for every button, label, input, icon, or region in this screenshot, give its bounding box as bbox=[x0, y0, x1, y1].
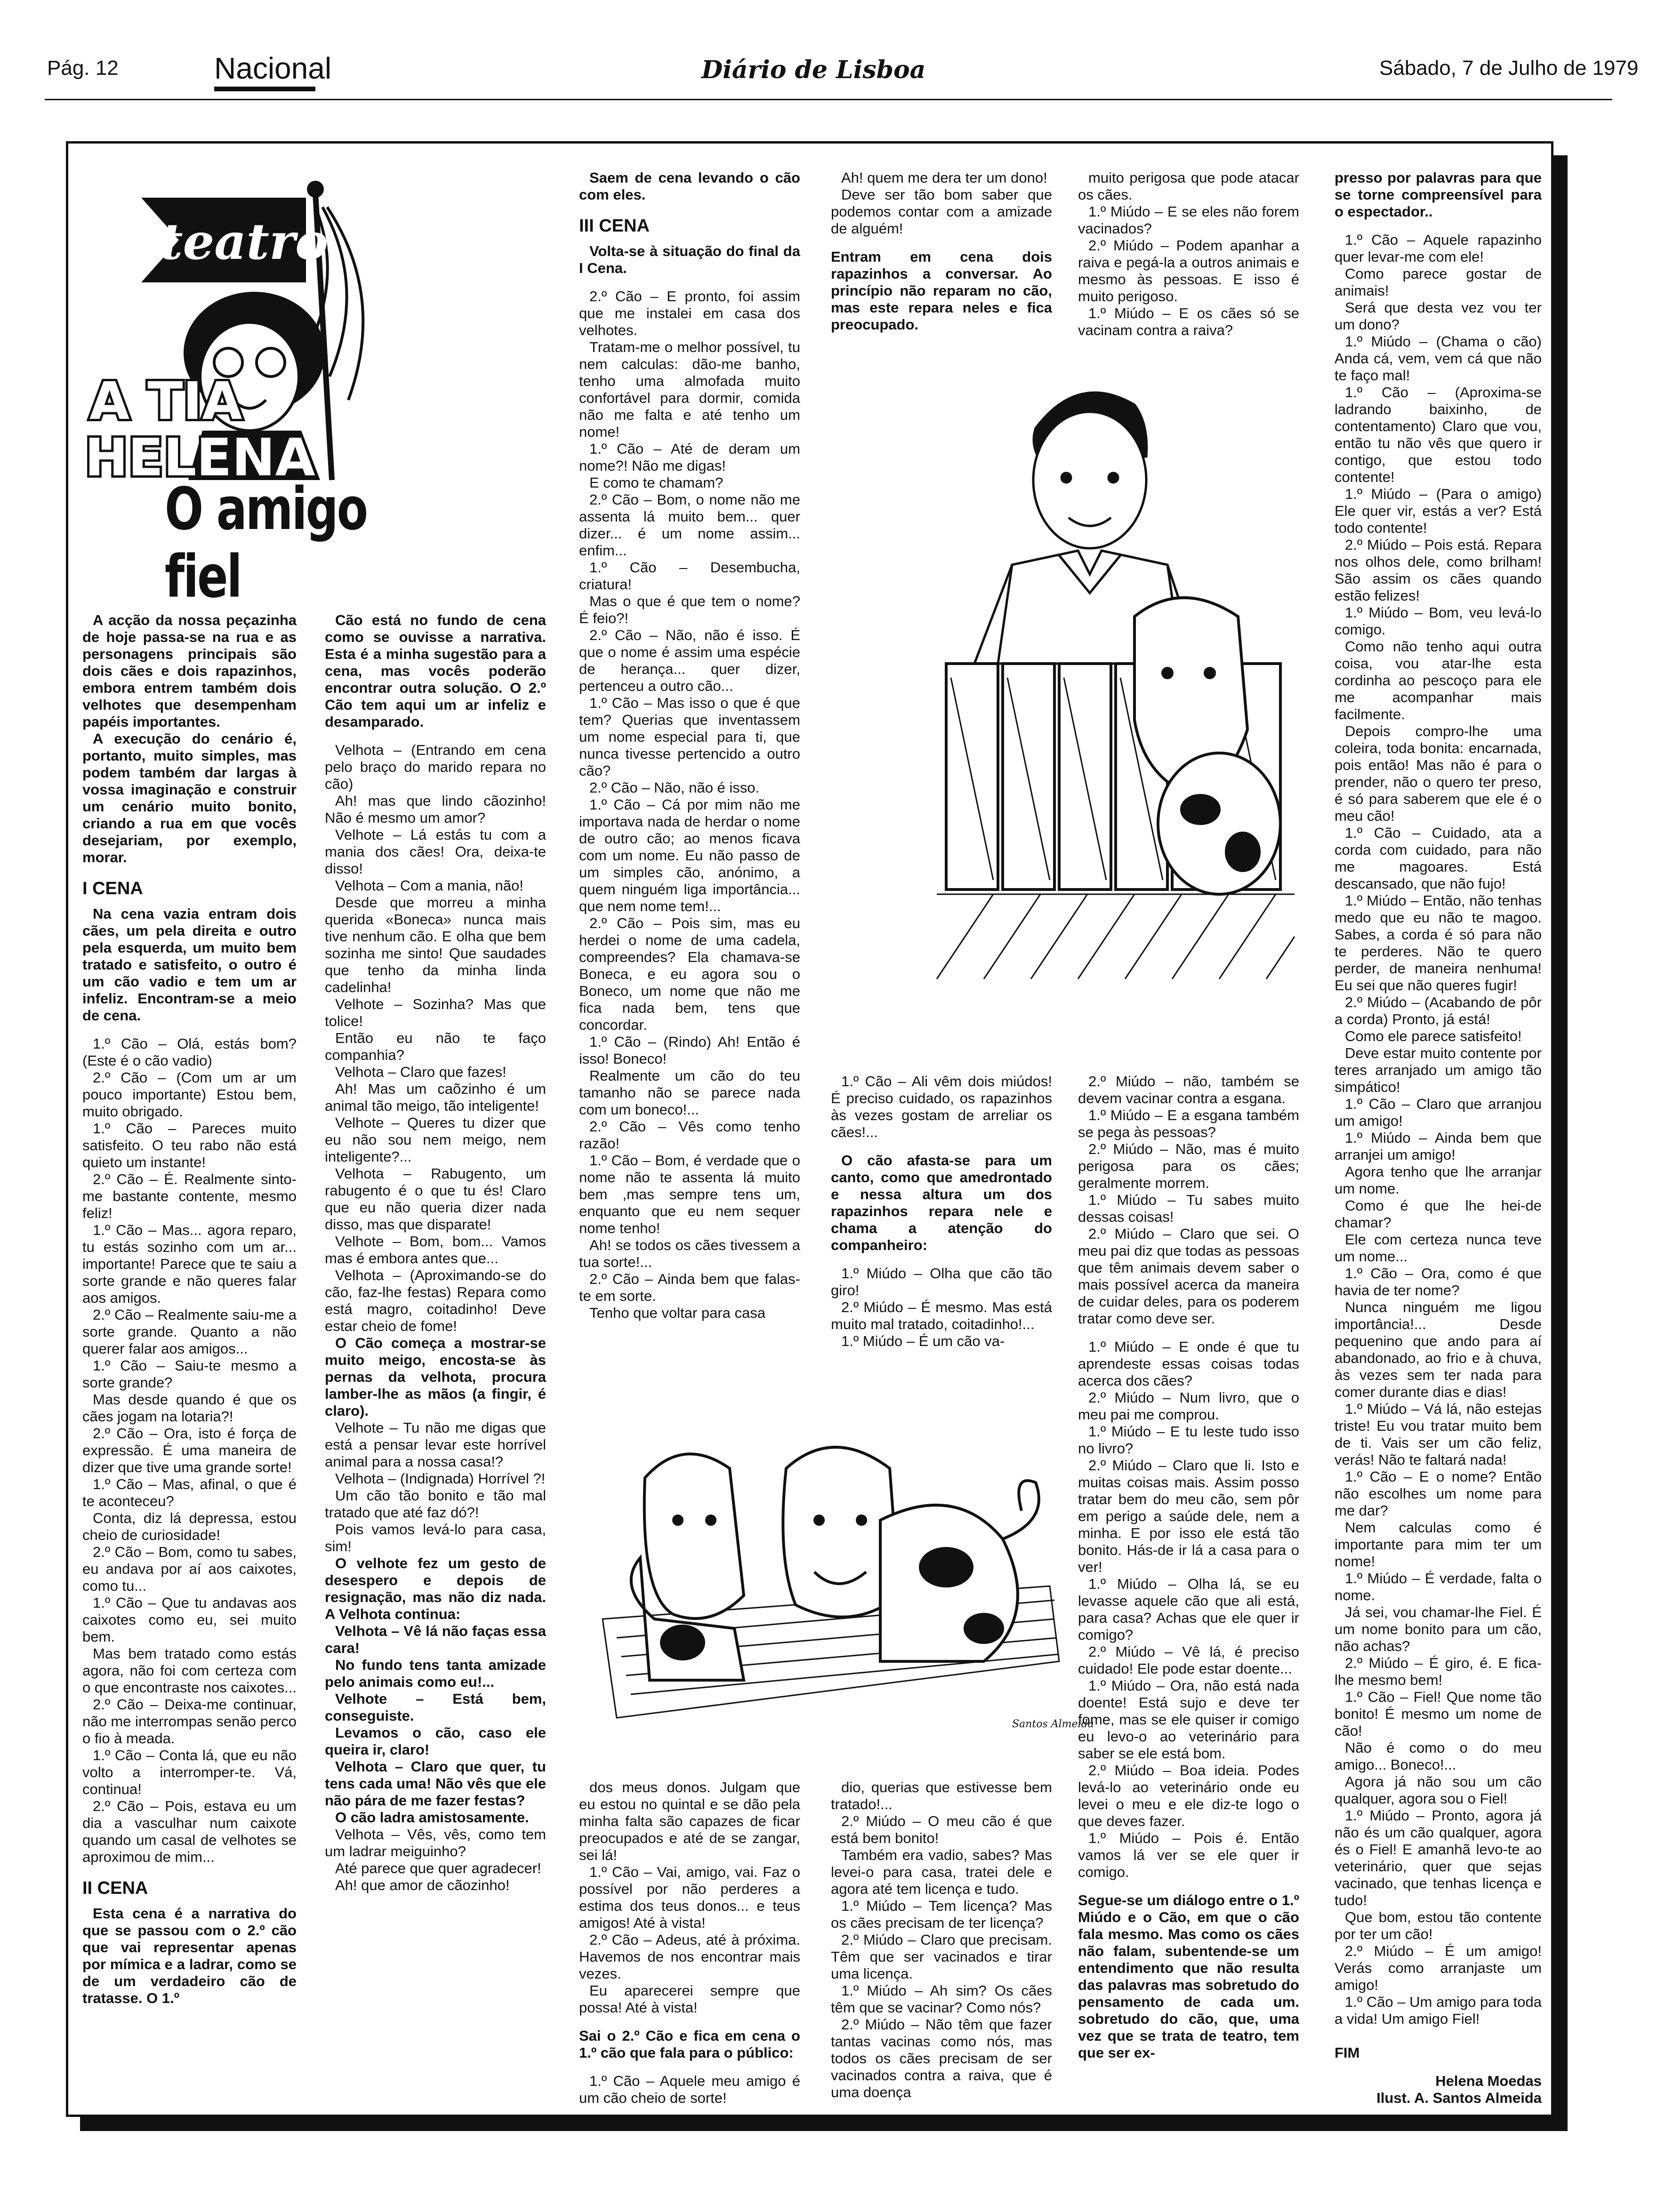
dialogue-line: 1.º Miúdo – Olha lá, se eu levasse aquele cão que ali está, para casa? Achas que ele quer ir comigo? bbox=[1078, 1576, 1299, 1643]
dialogue-line: Até parece que quer agradecer! bbox=[335, 1860, 541, 1876]
dialogue-line: 1.º Cão – Vai, amigo, vai. Faz o possível por não perderes a estima dos teus donos... e teus amigos! Até à vista! bbox=[579, 1864, 800, 1931]
dialogue-line: 2.º Miúdo – É um amigo! Verás como arranjaste um amigo! bbox=[1335, 1943, 1542, 1993]
dialogue-line: 1.º Miúdo – Vá lá, não estejas triste! Eu vou tratar muito bem de ti. Vais ser um cão feliz, verás! Não te faltará nada! bbox=[1335, 1401, 1542, 1468]
dialogue-line: 1.º Miúdo – E se eles não forem vacinados? bbox=[1078, 203, 1299, 237]
column-4-mid bbox=[831, 1073, 1052, 1350]
dialogue-line: 2.º Cão – É. Realmente sinto-me bastante contente, mesmo feliz! bbox=[82, 1171, 297, 1221]
logo-line1: A TIA bbox=[89, 371, 242, 431]
dialogue-line: 1.º Cão – Ali vêm dois miúdos! É preciso cuidado, os rapazinhos às vezes gostam de arreliar os cães!... bbox=[831, 1073, 1052, 1140]
dialogue-line: 2.º Miúdo – Podem apanhar a raiva e pegá-la a outros animais e mesmo às pessoas. E isso é muito perigoso. bbox=[1078, 237, 1299, 305]
dialogue-line: Como não tenho aqui outra coisa, vou atar-lhe esta cordinha ao pescoço para ele me acompanhar mais facilmente. bbox=[1335, 638, 1542, 722]
column-5-mid bbox=[1078, 1073, 1299, 2061]
dialogue-line: 1.º Miúdo – (Para o amigo) Ele quer vir, estás a ver? Está todo contente! bbox=[1335, 486, 1542, 536]
dialogue-line: 2.º Cão – E pronto, foi assim que me instalei em casa dos velhotes. bbox=[579, 288, 800, 338]
dialogue-line: Como ele parece satisfeito! bbox=[1345, 1028, 1522, 1044]
column-4-bottom bbox=[831, 1779, 1052, 2101]
dialogue-line: Velhota – Com a mania, não! bbox=[335, 877, 523, 894]
dialogue-line: Realmente um cão do teu tamanho não se parece nada com um boneco!... bbox=[579, 1067, 800, 1118]
dialogue-line: 2.º Cão – Realmente saiu-me a sorte grande. Quanto a não querer falar aos amigos... bbox=[82, 1306, 297, 1357]
dialogue-line: Conta, diz lá depressa, estou cheio de curiosidade! bbox=[82, 1510, 297, 1543]
dialogue-line: 1.º Miúdo – E onde é que tu aprendeste essas coisas todas acerca dos cães? bbox=[1078, 1338, 1299, 1389]
illustration-signature: Santos Almeida bbox=[1012, 1718, 1094, 1730]
teatro-logo bbox=[85, 155, 395, 488]
dialogue-line: Então eu não te faço companhia? bbox=[325, 1030, 546, 1063]
scene-heading: II CENA bbox=[82, 1878, 148, 1898]
scene-heading: III CENA bbox=[579, 216, 650, 236]
dialogue-line: Nem calculas como é importante para mim ter um nome! bbox=[1335, 1519, 1542, 1570]
dialogue-line: 1.º Cão – Aquele meu amigo é um cão cheio de sorte! bbox=[579, 2073, 800, 2106]
dialogue-line: 2.º Miúdo – Pois está. Repara nos olhos dele, como brilham! São assim os cães quando estão felizes! bbox=[1335, 537, 1542, 604]
end-marker: FIM bbox=[1335, 2044, 1360, 2061]
dialogue-line: 1.º Miúdo – Olha que cão tão giro! bbox=[831, 1265, 1052, 1298]
dialogue-line: Não é como o do meu amigo... Boneco!... bbox=[1335, 1739, 1542, 1773]
stage-direction: Esta cena é a narrativa do que se passou com o 2.º cão que vai representar apenas por mímica e a ladrar, como se de um verdadeiro cão de tratasse. O 1.º bbox=[82, 1905, 297, 2006]
dialogue-line: Depois compro-lhe uma coleira, toda bonita: encarnada, pois então! Mas não é para o prender, não o quero ter preso, é só para saberem que ele é o meu cão! bbox=[1335, 723, 1542, 824]
dialogue-line: 1.º Miúdo – Ah sim? Os cães têm que se vacinar? Como nós? bbox=[831, 1982, 1052, 2016]
dialogue-line: 1.º Cão – Conta lá, que eu não volto a interromper-te. Vá, continua! bbox=[82, 1747, 297, 1797]
logo-line2: HELENA bbox=[85, 427, 315, 488]
dialogue-line: Velhota – Vê lá não faças essa cara! bbox=[325, 1623, 546, 1656]
boy-with-dog-illustration bbox=[937, 372, 1295, 979]
newspaper-masthead: Diário de Lisboa bbox=[701, 56, 926, 84]
page-header bbox=[0, 0, 1657, 108]
stage-direction: Volta-se à situação do final da I Cena. bbox=[579, 243, 800, 276]
dialogue-line: 2.º Miúdo – É giro, é. E fica-lhe mesmo bem! bbox=[1335, 1655, 1542, 1688]
dialogue-line: 1.º Cão – Olá, estás bom? (Este é o cão vadio) bbox=[82, 1035, 297, 1069]
stage-direction: Entram em cena dois rapazinhos a conversar. Ao princípio não reparam no cão, mas este repara neles e fica preocupado. bbox=[831, 248, 1052, 333]
dialogue-line: Ah! mas que lindo cãozinho! Não é mesmo um amor? bbox=[325, 793, 546, 826]
dialogue-line: 2.º Cão – Pois sim, mas eu herdei o nome de uma cadela, compreendes? Ela chamava-se Boneca, e eu agora sou o Boneco, um nome que não me fica nada bem, tens que concordar. bbox=[579, 915, 800, 1033]
column-3-bottom bbox=[579, 1779, 800, 2107]
stage-direction: O cão afasta-se para um canto, como que amedrontado e nessa altura um dos rapazinhos repara nele e chama a atenção do companheiro: bbox=[831, 1152, 1052, 1253]
dialogue-line: 2.º Miúdo – (Acabando de pôr a corda) Pronto, já está! bbox=[1335, 994, 1542, 1027]
dialogue-line: 2.º Miúdo – Claro que sei. O meu pai diz que todas as pessoas que têm animais devem saber o mais possível acerca da maneira de cuidar deles, para os poderem tratar como deve ser. bbox=[1078, 1226, 1299, 1327]
intro-paragraph: A execução do cenário é, portanto, muito simples, mas podem também dar largas à vossa imaginação e construir um cenário muito bonito, criando a rua em que vocês desejariam, por exemplo, morar. bbox=[82, 730, 297, 866]
dialogue-line: Velhota – Claro que quer, tu tens cada uma! Não vês que ele não pára de me fazer festas? bbox=[325, 1758, 546, 1809]
dialogue-line: Velhote – Lá estás tu com a mania dos cães! Ora, deixa-te disso! bbox=[325, 826, 546, 877]
dialogue-line: 2.º Cão – (Com um ar um pouco importante) Estou bem, muito obrigado. bbox=[82, 1069, 297, 1120]
dialogue-line: 1.º Cão – Cuidado, ata a corda com cuidado, para não me magoares. Está descansado, que não fujo! bbox=[1335, 825, 1542, 892]
column-5-top bbox=[1078, 169, 1299, 339]
dialogue-line: Ele com certeza nunca teve um nome... bbox=[1335, 1231, 1542, 1265]
author-credit: Helena Moedas bbox=[1435, 2073, 1542, 2089]
dialogue-line: dio, querias que estivesse bem tratado!... bbox=[831, 1779, 1052, 1812]
dialogue-line: Velhota – (Aproximando-se do cão, faz-lhe festas) Repara como está magro, coitadinho! Deve estar cheio de fome! bbox=[325, 1267, 546, 1334]
column-6 bbox=[1335, 169, 1542, 2107]
dialogue-line: 2.º Cão – Ora, isto é força de expressão. É uma maneira de dizer que tive uma grande sorte! bbox=[82, 1425, 297, 1475]
dialogue-line: Ah! quem me dera ter um dono! bbox=[841, 169, 1047, 186]
dialogue-line: 2.º Miúdo – Num livro, que o meu pai me comprou. bbox=[1078, 1389, 1299, 1423]
dialogue-line: Já sei, vou chamar-lhe Fiel. É um nome bonito para um cão, não achas? bbox=[1335, 1604, 1542, 1654]
dialogue-line: Deve estar muito contente por teres arranjado um amigo tão simpático! bbox=[1335, 1045, 1542, 1095]
dialogue-line: 2.º Cão – Adeus, até à próxima. Havemos de nos encontrar mais vezes. bbox=[579, 1931, 800, 1982]
dialogue-line: Também era vadio, sabes? Mas levei-o para casa, tratei dele e agora até tem licença e tudo. bbox=[831, 1847, 1052, 1897]
dialogue-line: 1.º Miúdo – Então, não tenhas medo que eu não te magoo. Sabes, a corda é só para não te perderes. Não te quero perder, de maneira nenhuma! Eu sei que não queres fugir! bbox=[1335, 892, 1542, 994]
dialogue-line: 1.º Cão – (Aproxima-se ladrando baixinho, de contentamento) Claro que vou, então tu não vês que quero ir contigo, que estou todo contente! bbox=[1335, 384, 1542, 485]
stage-direction: O Cão começa a mostrar-se muito meigo, encosta-se às pernas da velhota, procura lamber-lhe as mãos (a fingir, é claro). bbox=[325, 1335, 546, 1419]
dialogue-line: Tenho que voltar para casa bbox=[589, 1305, 765, 1321]
dialogue-line: Mas bem tratado como estás agora, não foi com certeza com o que encontraste nos caixotes... bbox=[82, 1645, 297, 1696]
column-3 bbox=[579, 169, 800, 1322]
dialogue-line: dos meus donos. Julgam que eu estou no quintal e se dão pela minha falta são capazes de ficar preocupados e até de se zangar, sei lá! bbox=[579, 1779, 800, 1863]
dialogue-line: Agora tenho que lhe arranjar um nome. bbox=[1335, 1163, 1542, 1197]
dialogue-line: 1.º Miúdo – Tem licença? Mas os cães precisam de ter licença? bbox=[831, 1898, 1052, 1931]
dialogue-line: Velhota – Vês, vês, como tem um ladrar meiguinho? bbox=[325, 1826, 546, 1859]
dialogue-line: 1.º Cão – Fiel! Que nome tão bonito! É mesmo um nome de cão! bbox=[1335, 1689, 1542, 1739]
dialogue-line: Eu aparecerei sempre que possa! Até à vista! bbox=[579, 1982, 800, 2016]
dialogue-line: 1.º Cão – Que tu andavas aos caixotes como eu, sei muito bem. bbox=[82, 1595, 297, 1645]
dialogue-line: 2.º Miúdo – Não têm que fazer tantas vacinas como nós, mas todos os cães precisam de ser vacinados contra a raiva, que é uma doença bbox=[831, 2016, 1052, 2100]
dialogue-line: Velhote – Bom, bom... Vamos mas é embora antes que... bbox=[325, 1233, 546, 1266]
dialogue-line: 1.º Cão – Até de deram um nome?! Não me digas! bbox=[579, 441, 800, 474]
dialogue-line: 1.º Cão – Claro que arranjou um amigo! bbox=[1335, 1096, 1542, 1129]
dialogue-line: Um cão tão bonito e tão mal tratado que até faz dó?! bbox=[325, 1487, 546, 1521]
logo-banner: teatro bbox=[160, 212, 329, 271]
dialogue-line: 2.º Cão – Bom, como tu sabes, eu andava por aí aos caixotes, como tu... bbox=[82, 1544, 297, 1594]
dialogue-line: 2.º Cão – Bom, o nome não me assenta lá muito bem... quer dizer... é um nome assim... enfim... bbox=[579, 491, 800, 559]
issue-date: Sábado, 7 de Julho de 1979 bbox=[1379, 56, 1639, 80]
dialogue-line: 1.º Cão – E o nome? Então não escolhes um nome para me dar? bbox=[1335, 1468, 1542, 1519]
dialogue-line: Desde que morreu a minha querida «Boneca» nunca mais tive nenhum cão. E olha que bem sozinha me sinto! Que saudades que tenho da minha linda cadelinha! bbox=[325, 894, 546, 995]
header-divider bbox=[45, 99, 1612, 100]
dialogue-line: muito perigosa que pode atacar os cães. bbox=[1078, 169, 1299, 203]
dialogue-line: 2.º Cão – Vês como tenho razão! bbox=[579, 1118, 800, 1152]
dialogue-line: 1.º Cão – Bom, é verdade que o nome não te assenta lá muito bem ,mas sempre tens um, enquanto que eu nem sequer nome tenho! bbox=[579, 1152, 800, 1236]
dialogue-line: 2.º Miúdo – não, também se devem vacinar contra a esgana. bbox=[1078, 1073, 1299, 1106]
stage-direction: O velhote fez um gesto de desespero e depois de resignação, mas não diz nada. A Velhota continua: bbox=[325, 1555, 546, 1622]
dialogue-line: 1.º Miúdo – Bom, veu levá-lo comigo. bbox=[1335, 604, 1542, 638]
dialogue-line: 2.º Miúdo – Boa ideia. Podes levá-lo ao veterinário onde eu levei o meu e ele diz-te logo o que deves fazer. bbox=[1078, 1762, 1299, 1829]
dialogue-line: 1.º Miúdo – Ainda bem que arranjei um amigo! bbox=[1335, 1130, 1542, 1163]
dialogue-line: Velhote – Queres tu dizer que eu não sou nem meigo, nem inteligente?... bbox=[325, 1114, 546, 1165]
dialogue-line: Ah! que amor de cãozinho! bbox=[335, 1877, 510, 1893]
stage-direction: Na cena vazia entram dois cães, um pela direita e outro pela esquerda, um muito bem tratado e satisfeito, o outro é um cão vadio e tem um ar infeliz. Encontram-se a meio de cena. bbox=[82, 906, 297, 1024]
stage-direction: O cão ladra amistosamente. bbox=[335, 1809, 529, 1826]
dialogue-line: 1.º Cão – Um amigo para toda a vida! Um amigo Fiel! bbox=[1335, 1994, 1542, 2027]
dialogue-line: Ah! Mas um caõzinho é um animal tão meigo, tão inteligente! bbox=[325, 1081, 546, 1114]
dialogue-line: Levamos o cão, caso ele queira ir, claro! bbox=[325, 1724, 546, 1758]
dialogue-line: 1.º Miúdo – Pois é. Então vamos lá ver se ele quer ir comigo. bbox=[1078, 1830, 1299, 1880]
illustrator-credit: Ilust. A. Santos Almeida bbox=[1376, 2090, 1542, 2106]
dialogue-line: Velhota – Claro que fazes! bbox=[335, 1064, 507, 1080]
column-1 bbox=[82, 612, 297, 2007]
dialogue-line: Nunca ninguém me ligou importância!... Desde pequenino que ando para aí abandonado, ao frio e à chuva, às vezes sem ter nada para comer durante dias e dias! bbox=[1335, 1299, 1542, 1400]
dialogue-line: 1.º Cão – Desembucha, criatura! bbox=[579, 559, 800, 593]
dialogue-line: 1.º Cão – Mas... agora reparo, tu estás sozinho com um ar... importante! Parece que te saiu a sorte grande e não queres falar aos amigos. bbox=[82, 1222, 297, 1306]
dialogue-line: Velhota – (Entrando em cena pelo braço do marido repara no cão) bbox=[325, 742, 546, 792]
dialogue-line: 1.º Cão – Aquele rapazinho quer levar-me com ele! bbox=[1335, 232, 1542, 265]
dialogue-line: 1.º Miúdo – Ora, não está nada doente! Está sujo e deve ter fome, mas se ele quiser ir comigo eu levo-o ao veterinário para saber se ele está bom. bbox=[1078, 1677, 1299, 1762]
dialogue-line: 1.º Miúdo – Tu sabes muito dessas coisas! bbox=[1078, 1192, 1299, 1225]
dialogue-line: Pois vamos levá-lo para casa, sim! bbox=[325, 1521, 546, 1555]
dialogue-line: 1.º Cão – Mas, afinal, o que é te aconteceu? bbox=[82, 1476, 297, 1509]
dialogue-line: 2.º Cão – Pois, estava eu um dia a vasculhar num caixote quando um casal de velhotes se aproximou de mim... bbox=[82, 1798, 297, 1865]
dialogue-line: Que bom, estou tão contente por ter um cão! bbox=[1335, 1909, 1542, 1942]
dialogue-line: 2.º Cão – Ainda bem que falas-te em sorte. bbox=[579, 1271, 800, 1304]
dialogue-line: Velhota – Rabugento, um rabugento é o que tu és! Claro que eu não queria dizer nada disso, mas que disparate! bbox=[325, 1165, 546, 1233]
dialogue-line: 1.º Miúdo – Pronto, agora já não és um cão qualquer, agora és o Fiel! E amanhã levo-te ao veterinário, quer que sejas vacinado, que tenhas licença e tudo! bbox=[1335, 1807, 1542, 1908]
section-title: Nacional bbox=[214, 51, 332, 85]
stage-direction: presso por palavras para que se torne compreensível para o espectador.. bbox=[1335, 169, 1542, 220]
stage-direction: Saem de cena levando o cão com eles. bbox=[579, 169, 800, 203]
dialogue-line: Velhote – Tu não me digas que está a pensar levar este horrível animal para a nossa casa!? bbox=[325, 1419, 546, 1470]
dialogue-line: 2.º Miúdo – Não, mas é muito perigosa para os cães; geralmente morrem. bbox=[1078, 1141, 1299, 1191]
dialogue-line: E como te chamam? bbox=[589, 474, 724, 491]
stage-direction: Sai o 2.º Cão e fica em cena o 1.º cão que fala para o público: bbox=[579, 2028, 800, 2061]
dialogue-line: 1.º Miúdo – E tu leste tudo isso no livro? bbox=[1078, 1423, 1299, 1457]
dialogue-line: 1.º Miúdo – E a esgana também se pega às pessoas? bbox=[1078, 1107, 1299, 1140]
column-4-top bbox=[831, 169, 1052, 333]
dialogue-line: 1.º Cão – Pareces muito satisfeito. O teu rabo não está quieto um instante! bbox=[82, 1120, 297, 1170]
dialogue-line: Ah! se todos os cães tivessem a tua sorte!... bbox=[579, 1237, 800, 1270]
dialogue-line: Mas desde quando é que os cães jogam na lotaria?! bbox=[82, 1391, 297, 1425]
dialogue-line: Velhote – Sozinha? Mas que tolice! bbox=[325, 996, 546, 1029]
two-dogs-illustration bbox=[588, 1417, 1094, 1746]
dialogue-line: 1.º Cão – (Rindo) Ah! Então é isso! Boneco! bbox=[579, 1034, 800, 1067]
dialogue-line: 2.º Miúdo – É mesmo. Mas está muito mal tratado, coitadinho!... bbox=[831, 1299, 1052, 1332]
dialogue-line: Velhote – Está bem, conseguiste. bbox=[325, 1691, 546, 1724]
dialogue-line: 2.º Miúdo – O meu cão é que está bem bonito! bbox=[831, 1813, 1052, 1846]
dialogue-line: 1.º Cão – Mas isso o que é que tem? Querias que inventassem um nome especial para ti, que nunca tivesse pertencido a outro cão? bbox=[579, 695, 800, 779]
dialogue-line: Como é que lhe hei-de chamar? bbox=[1335, 1197, 1542, 1231]
dialogue-line: 2.º Cão – Não, não é isso. É que o nome é assim uma espécie de herança... quer dizer, pertenceu a outro cão... bbox=[579, 627, 800, 694]
dialogue-line: 2.º Cão – Não, não é isso. bbox=[589, 779, 760, 796]
dialogue-line: 1.º Miúdo – (Chama o cão) Anda cá, vem, vem cá que não te faço mal! bbox=[1335, 333, 1542, 384]
dialogue-line: 2.º Miúdo – Claro que precisam. Têm que ser vacinados e tirar uma licença. bbox=[831, 1931, 1052, 1982]
article-title: O amigo fiel bbox=[165, 475, 367, 611]
dialogue-line: 2.º Cão – Deixa-me continuar, não me interrompas senão perco o fio à meada. bbox=[82, 1696, 297, 1747]
dialogue-line: Mas o que é que tem o nome? É feio?! bbox=[579, 593, 800, 626]
dialogue-line: Tratam-me o melhor possível, tu nem calculas: dão-me banho, tenho uma almofada muito confortável para dormir, comida não me falta e até tenho um nome! bbox=[579, 339, 800, 440]
stage-direction: Cão está no fundo de cena como se ouvisse a narrativa. Esta é a minha sugestão para a cena, mas vocês poderão encontrar outra solução. O 2.º Cão tem aqui um ar infeliz e desamparado. bbox=[325, 612, 546, 730]
dialogue-line: Agora já não sou um cão qualquer, agora sou o Fiel! bbox=[1335, 1773, 1542, 1807]
intro-paragraph: A acção da nossa peçazinha de hoje passa-se na rua e as personagens principais são dois cães e dois rapazinhos, embora entrem também dois velhotes que desempenham papéis importantes. bbox=[82, 612, 297, 730]
column-2 bbox=[325, 612, 546, 1894]
page-number: Pág. 12 bbox=[47, 56, 119, 80]
dialogue-line: Velhota – (Indignada) Horrível ?! bbox=[335, 1470, 546, 1487]
dialogue-line: 1.º Cão – Ora, como é que havia de ter nome? bbox=[1335, 1265, 1542, 1298]
section-underline bbox=[214, 87, 315, 91]
dialogue-line: 1.º Miúdo – E os cães só se vacinam contra a raiva? bbox=[1078, 305, 1299, 338]
dialogue-line: No fundo tens tanta amizade pelo animais como eu!... bbox=[325, 1657, 546, 1690]
dialogue-line: 1.º Cão – Saiu-te mesmo a sorte grande? bbox=[82, 1357, 297, 1391]
stage-direction: Segue-se um diálogo entre o 1.º Miúdo e o Cão, em que o cão fala mesmo. Mas como os cães não falam, subentende-se um entendimento que não resulta das palavras mas sobretudo do pensamento de cada um. sobretudo do cão, que, uma vez que se trata de teatro, tem que ser ex- bbox=[1078, 1892, 1299, 2061]
dialogue-line: 2.º Miúdo – Vê lá, é preciso cuidado! Ele pode estar doente... bbox=[1078, 1643, 1299, 1677]
dialogue-line: 2.º Miúdo – Claro que li. Isto e muitas coisas mais. Assim posso tratar bem do meu cão, sem pôr em perigo a saúde dele, nem a minha. E por isso ele está tão bonito. Hás-de ir lá a casa para o ver! bbox=[1078, 1457, 1299, 1575]
dialogue-line: Deve ser tão bom saber que podemos contar com a amizade de alguém! bbox=[831, 186, 1052, 237]
dialogue-line: Será que desta vez vou ter um dono? bbox=[1335, 299, 1542, 333]
dialogue-line: Como parece gostar de animais! bbox=[1335, 265, 1542, 299]
scene-heading: I CENA bbox=[82, 879, 143, 898]
dialogue-line: 1.º Miúdo – É verdade, falta o nome. bbox=[1335, 1570, 1542, 1603]
dialogue-line: 1.º Cão – Cá por mim não me importava nada de herdar o nome de outro cão; ao menos ficava com um nome. Eu não passo de um simples cão, anónimo, a quem ninguém liga importância... que nem nome tem!... bbox=[579, 796, 800, 914]
dialogue-line: 1.º Miúdo – É um cão va- bbox=[841, 1333, 1005, 1349]
